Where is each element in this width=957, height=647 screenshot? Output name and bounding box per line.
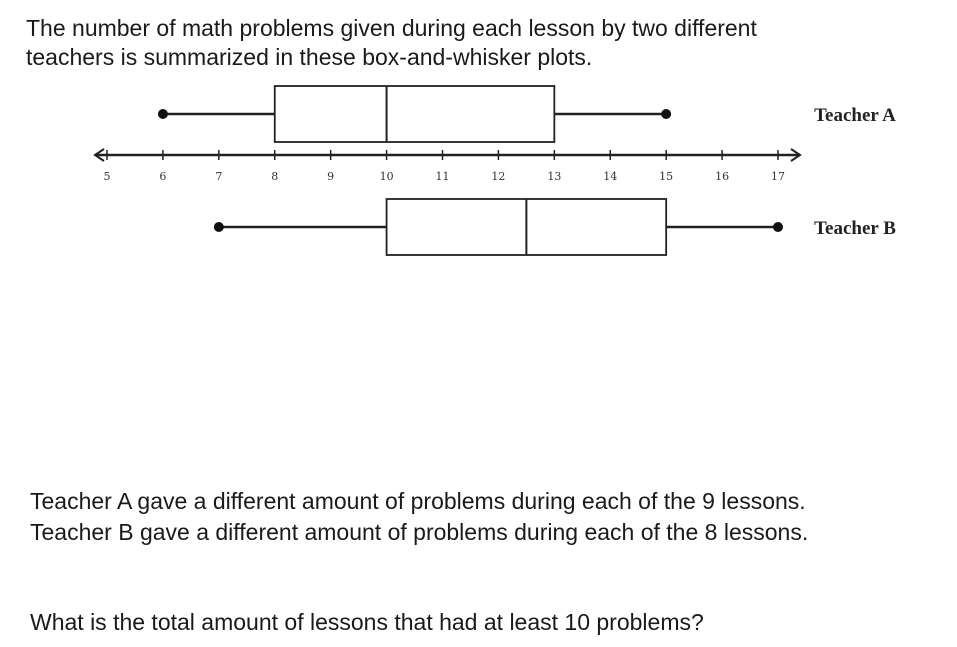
lesson-statements xyxy=(30,486,940,548)
intro-line-2: teachers is summarized in these box-and-whisker plots. xyxy=(26,44,593,70)
teacher-b-min-point xyxy=(214,222,224,232)
question-text: What is the total amount of lessons that had at least 10 problems? xyxy=(30,609,704,635)
axis-tick-label: 5 xyxy=(103,170,111,183)
axis-tick-label: 10 xyxy=(379,170,394,183)
axis-tick-label: 8 xyxy=(271,170,279,183)
box-plot-chart xyxy=(0,70,957,270)
axis-tick-label: 7 xyxy=(215,170,223,183)
axis-tick-label: 13 xyxy=(547,170,562,183)
axis-tick-label: 9 xyxy=(327,170,335,183)
teacher-a-label: Teacher A xyxy=(814,105,896,126)
statement-teacher-a: Teacher A gave a different amount of problems during each of the 9 lessons. xyxy=(30,488,806,514)
intro-line-1: The number of math problems given during each lesson by two different xyxy=(26,15,757,41)
teacher-a-min-point xyxy=(158,109,168,119)
axis-tick-label: 17 xyxy=(771,170,785,183)
axis-tick-label: 11 xyxy=(435,170,450,183)
teacher-a-box xyxy=(275,86,555,142)
axis-tick-label: 12 xyxy=(491,170,506,183)
axis-tick-label: 14 xyxy=(603,170,618,183)
axis-tick-label: 16 xyxy=(715,170,730,183)
statement-teacher-b: Teacher B gave a different amount of problems during each of the 8 lessons. xyxy=(30,519,809,545)
teacher-b-label: Teacher B xyxy=(814,218,896,239)
axis-tick-label: 15 xyxy=(659,170,674,183)
teacher-b-max-point xyxy=(773,222,783,232)
axis-tick-label: 6 xyxy=(159,170,167,183)
teacher-a-max-point xyxy=(661,109,671,119)
intro-text xyxy=(26,14,926,72)
